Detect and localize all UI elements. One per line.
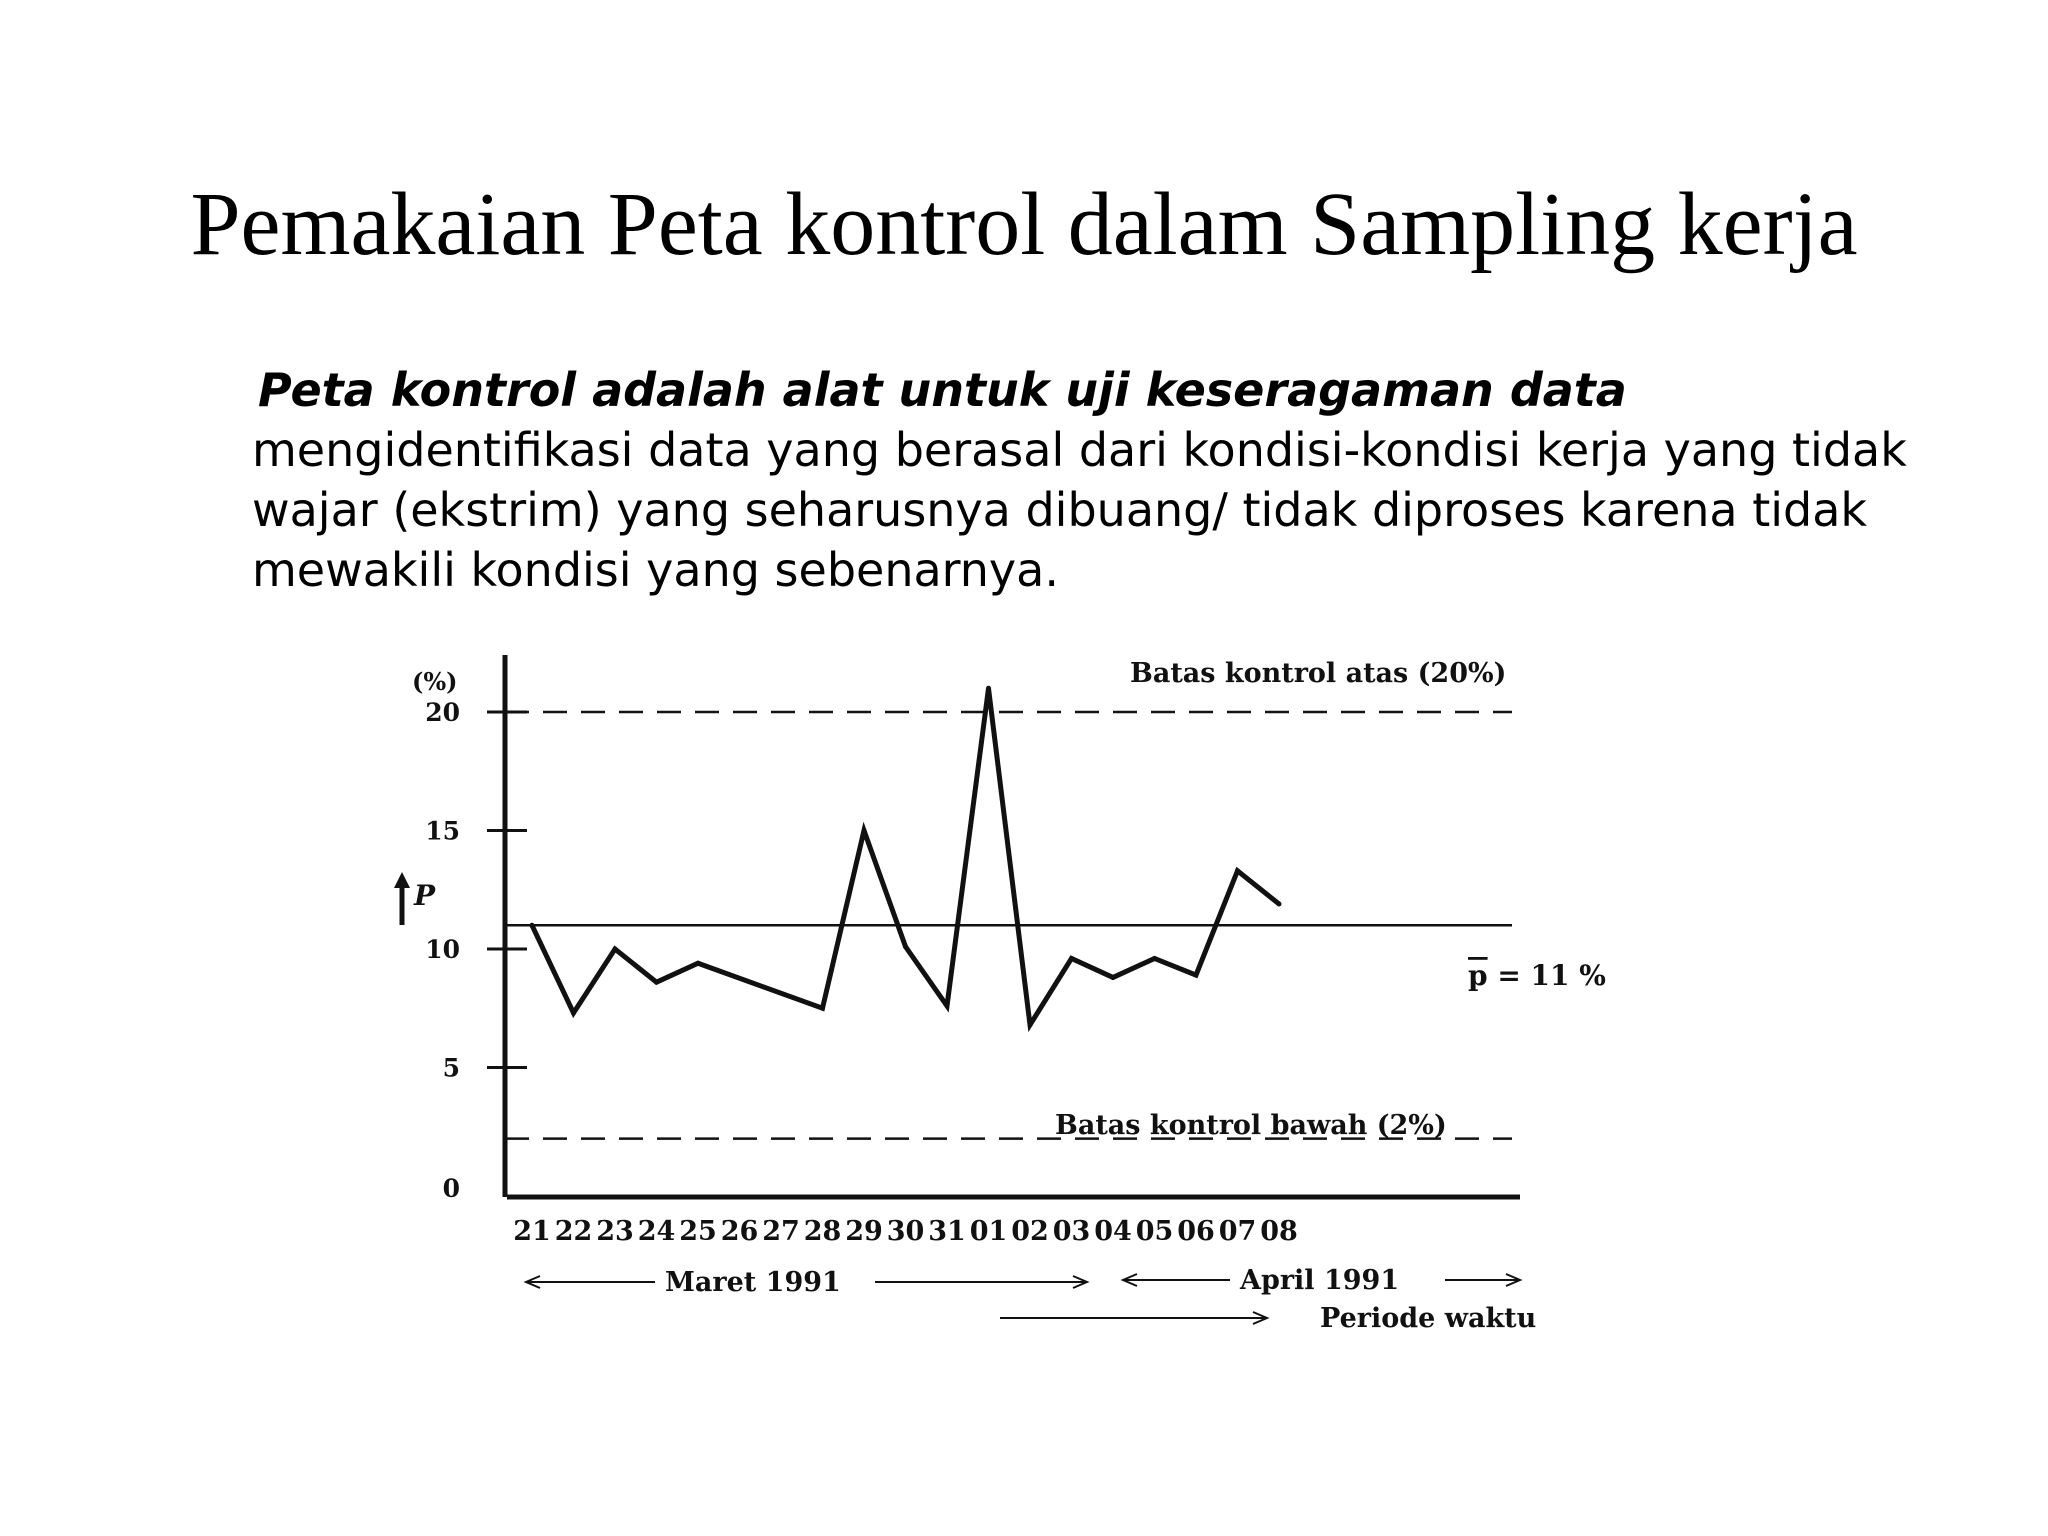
x-tick-label: 07 bbox=[1218, 1216, 1257, 1247]
data-point bbox=[1111, 975, 1116, 980]
data-point bbox=[1152, 956, 1157, 961]
y-tick-label-15: 15 bbox=[425, 816, 460, 846]
x-tick-label: 24 bbox=[637, 1216, 676, 1247]
body-line-1: mengidentifikasi data yang berasal dari kondisi-kondisi kerja yang tidak bbox=[252, 423, 1907, 477]
y-tick-label-5: 5 bbox=[442, 1053, 460, 1083]
data-point bbox=[1277, 901, 1282, 906]
x-tick-label: 04 bbox=[1094, 1216, 1132, 1247]
data-point bbox=[945, 1003, 950, 1008]
x-tick-label: 08 bbox=[1260, 1216, 1298, 1247]
y-tick-label-0: 0 bbox=[442, 1174, 460, 1203]
time-period bbox=[1000, 1303, 1536, 1334]
time-axis-label: Periode waktu bbox=[1320, 1303, 1537, 1334]
body-line-3: mewakili kondisi yang sebenarnya. bbox=[252, 543, 1059, 597]
data-point bbox=[1235, 868, 1240, 873]
data-point bbox=[862, 828, 867, 833]
x-tick-label: 28 bbox=[803, 1216, 842, 1247]
x-tick-label: 25 bbox=[679, 1216, 717, 1247]
x-tick-label: 26 bbox=[720, 1216, 759, 1247]
x-tick-label: 31 bbox=[928, 1216, 966, 1247]
x-tick-label: 27 bbox=[762, 1216, 800, 1247]
x-tick-label: 21 bbox=[513, 1216, 551, 1247]
y-tick-label-10: 10 bbox=[425, 935, 460, 964]
x-tick-label: 03 bbox=[1052, 1216, 1091, 1247]
x-tick-label: 02 bbox=[1011, 1216, 1049, 1247]
data-point bbox=[903, 944, 908, 949]
x-tick-label: 05 bbox=[1135, 1216, 1174, 1247]
upper-limit-label: Batas kontrol atas (20%) bbox=[1130, 658, 1507, 689]
data-point bbox=[986, 686, 991, 691]
mean-label: p = 11 % bbox=[1468, 959, 1606, 992]
data-point bbox=[1069, 956, 1074, 961]
y-axis-label: P bbox=[414, 879, 436, 912]
y-tick-label-20: 20 bbox=[425, 698, 460, 727]
data-point bbox=[696, 961, 701, 966]
x-tick-label: 22 bbox=[554, 1216, 593, 1247]
data-point bbox=[654, 980, 659, 985]
series-line-1 bbox=[532, 688, 1279, 1025]
x-tick-label: 06 bbox=[1177, 1216, 1215, 1247]
x-tick-label: 30 bbox=[886, 1216, 925, 1247]
data-point bbox=[1028, 1022, 1033, 1027]
y-arrow-head bbox=[394, 872, 410, 888]
slide-title: Pemakaian Peta kontrol dalam Sampling kerja bbox=[190, 175, 1858, 274]
march-label: Maret 1991 bbox=[665, 1267, 841, 1298]
lower-limit-label: Batas kontrol bawah (2%) bbox=[1055, 1110, 1447, 1141]
data-point bbox=[571, 1010, 576, 1015]
april-period bbox=[1123, 1265, 1520, 1296]
y-unit-label: (%) bbox=[412, 667, 458, 696]
x-tick-label: 01 bbox=[969, 1216, 1008, 1247]
data-point bbox=[1194, 973, 1199, 978]
data-point bbox=[820, 1006, 825, 1011]
data-point bbox=[530, 923, 535, 928]
x-tick-label: 23 bbox=[596, 1216, 634, 1247]
march-period bbox=[526, 1267, 1087, 1298]
data-point bbox=[613, 947, 618, 952]
lead-sentence: Peta kontrol adalah alat untuk uji keseragaman data bbox=[258, 363, 1627, 417]
april-label: April 1991 bbox=[1240, 1265, 1400, 1296]
x-tick-label: 29 bbox=[845, 1216, 883, 1247]
body-line-2: wajar (ekstrim) yang seharusnya dibuang/ tidak diproses karena tidak bbox=[252, 483, 1868, 537]
